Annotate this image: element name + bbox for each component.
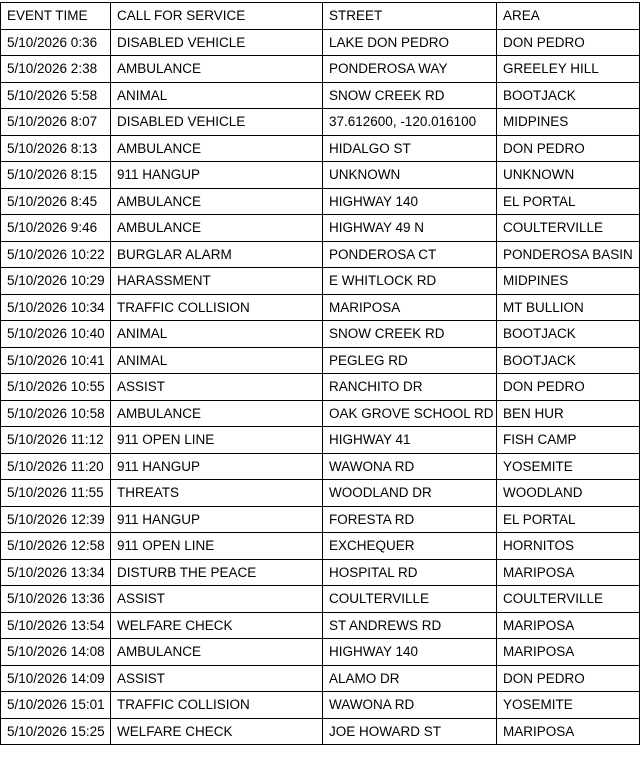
cell-street: ST ANDREWS RD xyxy=(323,612,497,639)
cell-event-time: 5/10/2026 15:01 xyxy=(1,692,111,719)
cell-area: COULTERVILLE xyxy=(497,586,640,613)
table-row xyxy=(1,82,640,109)
cell-call-for-service: ANIMAL xyxy=(111,321,323,348)
cell-call-for-service: BURGLAR ALARM xyxy=(111,241,323,268)
cell-street: WAWONA RD xyxy=(323,453,497,480)
cell-event-time: 5/10/2026 10:34 xyxy=(1,294,111,321)
cell-call-for-service: HARASSMENT xyxy=(111,268,323,295)
cell-event-time: 5/10/2026 14:09 xyxy=(1,665,111,692)
cell-street: WAWONA RD xyxy=(323,692,497,719)
cell-call-for-service: ASSIST xyxy=(111,665,323,692)
cell-call-for-service: ASSIST xyxy=(111,586,323,613)
cell-event-time: 5/10/2026 15:25 xyxy=(1,718,111,745)
cell-area: DON PEDRO xyxy=(497,29,640,56)
cell-street: HIGHWAY 140 xyxy=(323,639,497,666)
cell-call-for-service: 911 OPEN LINE xyxy=(111,533,323,560)
table-row xyxy=(1,586,640,613)
cell-event-time: 5/10/2026 13:54 xyxy=(1,612,111,639)
cell-street: HIGHWAY 49 N xyxy=(323,215,497,242)
cell-event-time: 5/10/2026 8:13 xyxy=(1,135,111,162)
cell-street: 37.612600, -120.016100 xyxy=(323,109,497,136)
cell-area: COULTERVILLE xyxy=(497,215,640,242)
table-row xyxy=(1,109,640,136)
cell-event-time: 5/10/2026 11:12 xyxy=(1,427,111,454)
cell-area: YOSEMITE xyxy=(497,453,640,480)
table-row xyxy=(1,321,640,348)
cell-call-for-service: 911 HANGUP xyxy=(111,506,323,533)
cell-event-time: 5/10/2026 14:08 xyxy=(1,639,111,666)
cell-area: DON PEDRO xyxy=(497,665,640,692)
table-row xyxy=(1,533,640,560)
cell-event-time: 5/10/2026 10:40 xyxy=(1,321,111,348)
cell-street: MARIPOSA xyxy=(323,294,497,321)
cell-call-for-service: 911 HANGUP xyxy=(111,453,323,480)
cell-street: HIGHWAY 140 xyxy=(323,188,497,215)
table-row xyxy=(1,480,640,507)
cell-call-for-service: DISTURB THE PEACE xyxy=(111,559,323,586)
cell-event-time: 5/10/2026 10:22 xyxy=(1,241,111,268)
cell-area: YOSEMITE xyxy=(497,692,640,719)
cell-call-for-service: DISABLED VEHICLE xyxy=(111,109,323,136)
cell-area: HORNITOS xyxy=(497,533,640,560)
cell-event-time: 5/10/2026 8:07 xyxy=(1,109,111,136)
cell-area: MARIPOSA xyxy=(497,559,640,586)
cell-area: BOOTJACK xyxy=(497,82,640,109)
cell-area: EL PORTAL xyxy=(497,188,640,215)
cell-event-time: 5/10/2026 5:58 xyxy=(1,82,111,109)
table-row xyxy=(1,506,640,533)
cell-call-for-service: TRAFFIC COLLISION xyxy=(111,294,323,321)
cell-street: LAKE DON PEDRO xyxy=(323,29,497,56)
cell-event-time: 5/10/2026 10:58 xyxy=(1,400,111,427)
cell-street: HIDALGO ST xyxy=(323,135,497,162)
cell-event-time: 5/10/2026 11:55 xyxy=(1,480,111,507)
cell-area: DON PEDRO xyxy=(497,135,640,162)
cell-street: UNKNOWN xyxy=(323,162,497,189)
cell-area: UNKNOWN xyxy=(497,162,640,189)
cell-area: FISH CAMP xyxy=(497,427,640,454)
cell-event-time: 5/10/2026 9:46 xyxy=(1,215,111,242)
cell-street: FORESTA RD xyxy=(323,506,497,533)
cell-street: SNOW CREEK RD xyxy=(323,82,497,109)
cell-street: E WHITLOCK RD xyxy=(323,268,497,295)
cell-area: GREELEY HILL xyxy=(497,56,640,83)
cell-call-for-service: 911 OPEN LINE xyxy=(111,427,323,454)
table-row xyxy=(1,718,640,745)
cell-event-time: 5/10/2026 13:34 xyxy=(1,559,111,586)
table-row xyxy=(1,665,640,692)
cell-call-for-service: AMBULANCE xyxy=(111,188,323,215)
cell-call-for-service: WELFARE CHECK xyxy=(111,612,323,639)
table-row xyxy=(1,135,640,162)
cell-call-for-service: DISABLED VEHICLE xyxy=(111,29,323,56)
cell-street: PEGLEG RD xyxy=(323,347,497,374)
cell-call-for-service: 911 HANGUP xyxy=(111,162,323,189)
table-row xyxy=(1,639,640,666)
cell-event-time: 5/10/2026 10:41 xyxy=(1,347,111,374)
table-header xyxy=(1,3,640,30)
cell-call-for-service: AMBULANCE xyxy=(111,400,323,427)
table-row xyxy=(1,347,640,374)
cell-street: COULTERVILLE xyxy=(323,586,497,613)
cell-street: PONDEROSA CT xyxy=(323,241,497,268)
cell-area: MARIPOSA xyxy=(497,612,640,639)
cell-call-for-service: AMBULANCE xyxy=(111,639,323,666)
cell-call-for-service: ANIMAL xyxy=(111,82,323,109)
cell-call-for-service: AMBULANCE xyxy=(111,56,323,83)
cell-area: MT BULLION xyxy=(497,294,640,321)
table-row xyxy=(1,559,640,586)
cell-area: MARIPOSA xyxy=(497,639,640,666)
cell-event-time: 5/10/2026 8:15 xyxy=(1,162,111,189)
cell-street: PONDEROSA WAY xyxy=(323,56,497,83)
cell-call-for-service: ASSIST xyxy=(111,374,323,401)
cell-street: OAK GROVE SCHOOL RD xyxy=(323,400,497,427)
table-row xyxy=(1,56,640,83)
cell-area: PONDEROSA BASIN xyxy=(497,241,640,268)
cell-area: WOODLAND xyxy=(497,480,640,507)
table-row xyxy=(1,188,640,215)
table-row xyxy=(1,241,640,268)
cell-event-time: 5/10/2026 10:29 xyxy=(1,268,111,295)
cell-area: BOOTJACK xyxy=(497,347,640,374)
cell-area: MIDPINES xyxy=(497,268,640,295)
cell-call-for-service: THREATS xyxy=(111,480,323,507)
table-row xyxy=(1,612,640,639)
table-row xyxy=(1,294,640,321)
header-event-time: EVENT TIME xyxy=(1,3,111,30)
cell-street: HOSPITAL RD xyxy=(323,559,497,586)
table-row xyxy=(1,453,640,480)
cell-event-time: 5/10/2026 13:36 xyxy=(1,586,111,613)
cell-event-time: 5/10/2026 12:58 xyxy=(1,533,111,560)
table-row xyxy=(1,215,640,242)
table-row xyxy=(1,400,640,427)
table-row xyxy=(1,427,640,454)
cell-call-for-service: WELFARE CHECK xyxy=(111,718,323,745)
table-row xyxy=(1,268,640,295)
cell-area: BEN HUR xyxy=(497,400,640,427)
cell-area: DON PEDRO xyxy=(497,374,640,401)
cell-street: JOE HOWARD ST xyxy=(323,718,497,745)
table-body xyxy=(1,29,640,745)
cell-area: MARIPOSA xyxy=(497,718,640,745)
cell-street: ALAMO DR xyxy=(323,665,497,692)
cell-call-for-service: AMBULANCE xyxy=(111,135,323,162)
cell-call-for-service: ANIMAL xyxy=(111,347,323,374)
cell-event-time: 5/10/2026 10:55 xyxy=(1,374,111,401)
header-area: AREA xyxy=(497,3,640,30)
cell-event-time: 5/10/2026 11:20 xyxy=(1,453,111,480)
table-row xyxy=(1,692,640,719)
header-street: STREET xyxy=(323,3,497,30)
table-row xyxy=(1,374,640,401)
cell-event-time: 5/10/2026 2:38 xyxy=(1,56,111,83)
cell-street: WOODLAND DR xyxy=(323,480,497,507)
table-row xyxy=(1,29,640,56)
cell-call-for-service: TRAFFIC COLLISION xyxy=(111,692,323,719)
cell-street: EXCHEQUER xyxy=(323,533,497,560)
cell-street: SNOW CREEK RD xyxy=(323,321,497,348)
cell-area: BOOTJACK xyxy=(497,321,640,348)
cell-area: EL PORTAL xyxy=(497,506,640,533)
table-row xyxy=(1,162,640,189)
header-call-for-service: CALL FOR SERVICE xyxy=(111,3,323,30)
cell-call-for-service: AMBULANCE xyxy=(111,215,323,242)
cell-event-time: 5/10/2026 12:39 xyxy=(1,506,111,533)
cell-event-time: 5/10/2026 0:36 xyxy=(1,29,111,56)
cell-event-time: 5/10/2026 8:45 xyxy=(1,188,111,215)
call-log-table xyxy=(0,2,640,745)
header-row xyxy=(1,3,640,30)
cell-street: HIGHWAY 41 xyxy=(323,427,497,454)
cell-area: MIDPINES xyxy=(497,109,640,136)
cell-street: RANCHITO DR xyxy=(323,374,497,401)
